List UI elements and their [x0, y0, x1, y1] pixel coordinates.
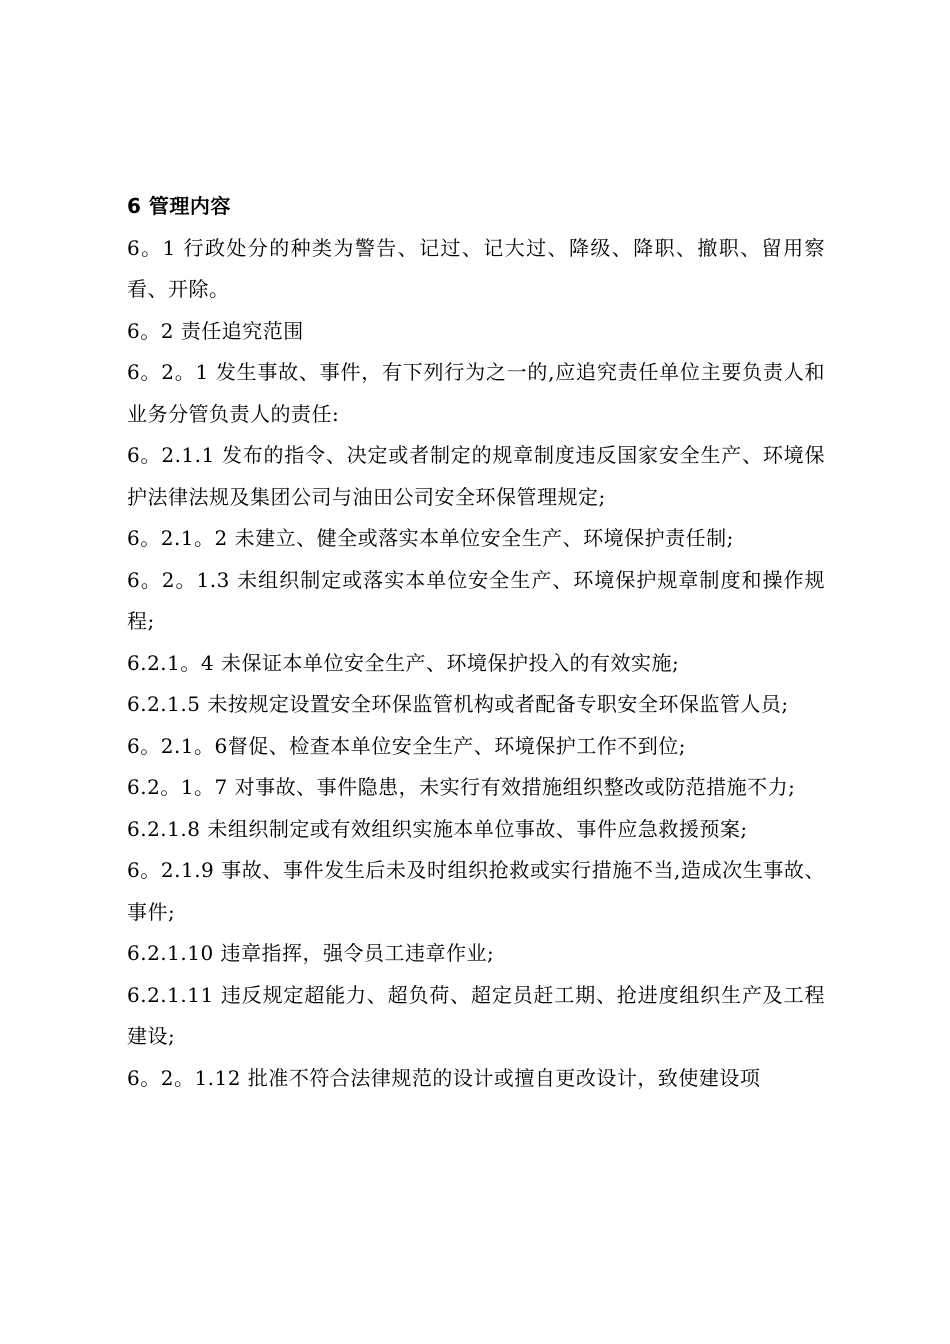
paragraph-6-2-1-9: 6。2.1.9 事故、事件发生后未及时组织抢救或实行措施不当,造成次生事故、事件;: [127, 858, 825, 924]
paragraph-6-2-1-3: 6。2。1.3 未组织制定或落实本单位安全生产、环境保护规章制度和操作规程;: [127, 567, 825, 633]
paragraph-6-2: 6。2 责任追究范围: [127, 318, 304, 343]
section-heading: 6 管理内容: [127, 194, 231, 218]
paragraph-6-2-1-7: 6.2。1。7 对事故、事件隐患，未实行有效措施组织整改或防范措施不力;: [127, 775, 796, 799]
paragraph-6-2-1-4: 6.2.1。4 未保证本单位安全生产、环境保护投入的有效实施;: [127, 650, 680, 675]
paragraph-6-1: 6。1 行政处分的种类为警告、记过、记大过、降级、降职、撤职、留用察看、开除。: [127, 235, 825, 301]
paragraph-6-2-1-8: 6.2.1.8 未组织制定或有效组织实施本单位事故、事件应急救援预案;: [127, 816, 748, 841]
paragraph-6-2-1-10: 6.2.1.10 违章指挥，强令员工违章作业;: [127, 941, 495, 965]
paragraph-6-2-1-6: 6。2.1。6督促、检查本单位安全生产、环境保护工作不到位;: [127, 733, 686, 758]
paragraph-6-2-1-5: 6.2.1.5 未按规定设置安全环保监管机构或者配备专职安全环保监管人员;: [127, 692, 789, 716]
paragraph-6-2-1-12: 6。2。1.12 批准不符合法律规范的设计或擅自更改设计，致使建设项: [127, 1065, 761, 1090]
paragraph-6-2-1: 6。2。1 发生事故、事件，有下列行为之一的,应追究责任单位主要负责人和业务分管负责人的责任:: [127, 360, 825, 426]
paragraph-6-2-1-1: 6。2.1.1 发布的指令、决定或者制定的规章制度违反国家安全生产、环境保护法律法规及集团公司与油田公司安全环保管理规定;: [127, 443, 825, 509]
document-body: [127, 186, 825, 1099]
paragraph-6-2-1-11: 6.2.1.11 违反规定超能力、超负荷、超定员赶工期、抢进度组织生产及工程建设;: [127, 982, 825, 1048]
paragraph-6-2-1-2: 6。2.1。2 未建立、健全或落实本单位安全生产、环境保护责任制;: [127, 526, 734, 550]
